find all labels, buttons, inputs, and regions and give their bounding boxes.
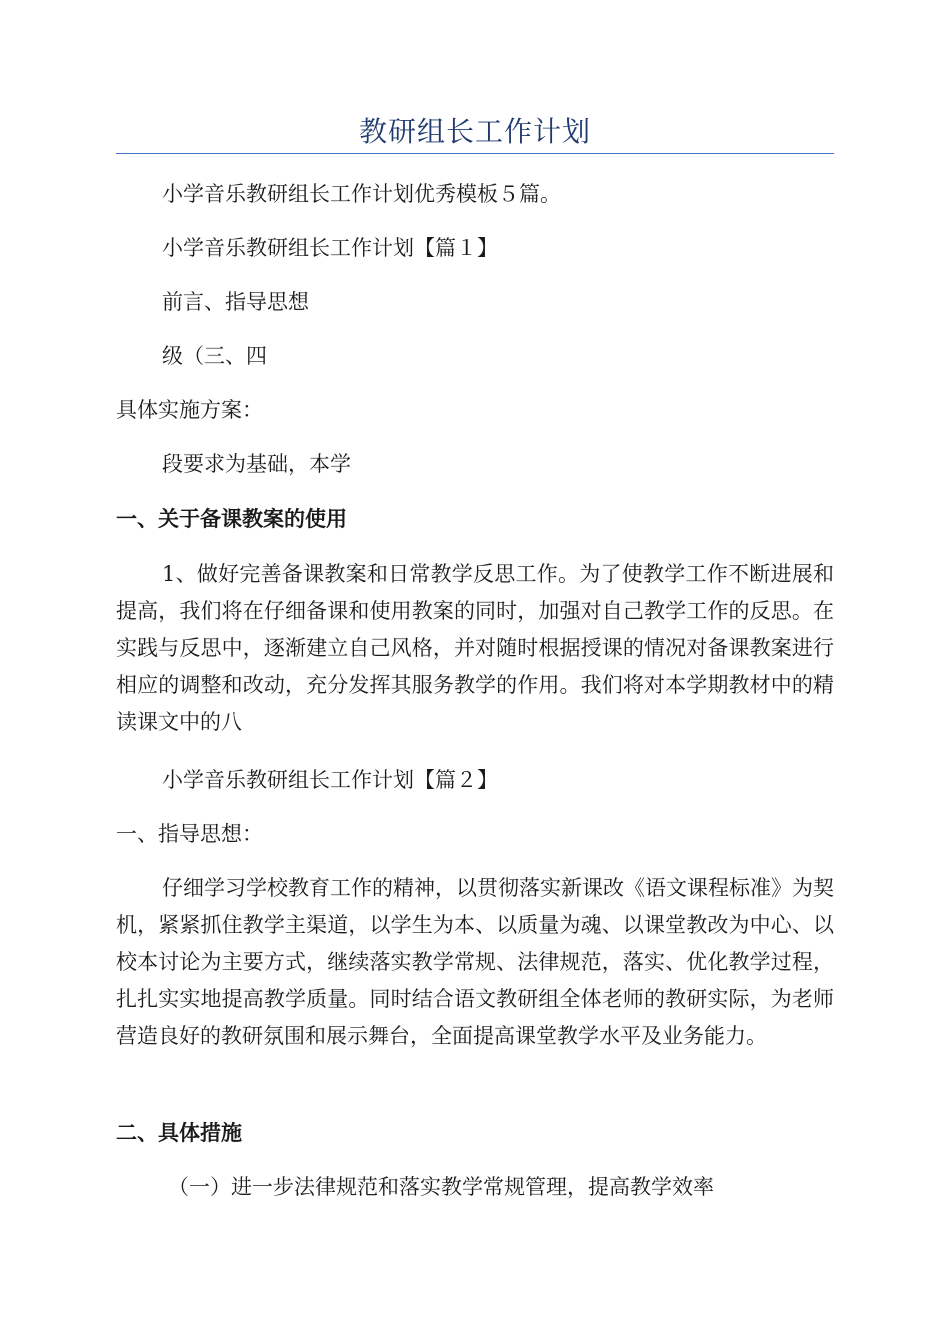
specific-measures-heading: 二、具体措施 xyxy=(116,1120,242,1145)
section-heading-part2: 小学音乐教研组长工作计划【篇２】 xyxy=(162,768,498,792)
requirement-line: 段要求为基础，本学 xyxy=(162,452,351,476)
lesson-plan-paragraph: 1、做好完善备课教案和日常教学反思工作。为了使教学工作不断进展和提高，我们将在仔细备课和使用教案的同时，加强对自己教学工作的反思。在实践与反思中，逐渐建立自己风格，并对随时根据授课的情况对备课教案进行相应的调整和改动，充分发挥其服务教学的作用。我们将对本学期教材中的精读课文中的八 xyxy=(116,562,834,734)
implementation-plan-line: 具体实施方案： xyxy=(116,398,263,422)
foreword-line: 前言、指导思想 xyxy=(162,290,309,314)
lesson-plan-heading: 一、关于备课教案的使用 xyxy=(116,506,347,531)
title-underline xyxy=(116,153,834,154)
section-heading-part1: 小学音乐教研组长工作计划【篇１】 xyxy=(162,236,498,260)
measures-subheading: （一）进一步法律规范和落实教学常规管理，提高教学效率 xyxy=(168,1175,714,1199)
guiding-thought-heading: 一、指导思想： xyxy=(116,822,263,846)
intro-line: 小学音乐教研组长工作计划优秀模板５篇。 xyxy=(162,182,561,206)
guiding-thought-paragraph: 仔细学习学校教育工作的精神，以贯彻落实新课改《语文课程标准》为契机，紧紧抓住教学主渠道，以学生为本、以质量为魂、以课堂教改为中心、以校本讨论为主要方式，继续落实教学常规、法律规范，落实、优化教学过程，扎扎实实地提高教学质量。同时结合语文教研组全体老师的教研实际，为老师营造良好的教研氛围和展示舞台，全面提高课堂教学水平及业务能力。 xyxy=(116,876,834,1048)
document-title: 教研组长工作计划 xyxy=(358,115,591,148)
grade-line: 级（三、四 xyxy=(162,344,267,368)
